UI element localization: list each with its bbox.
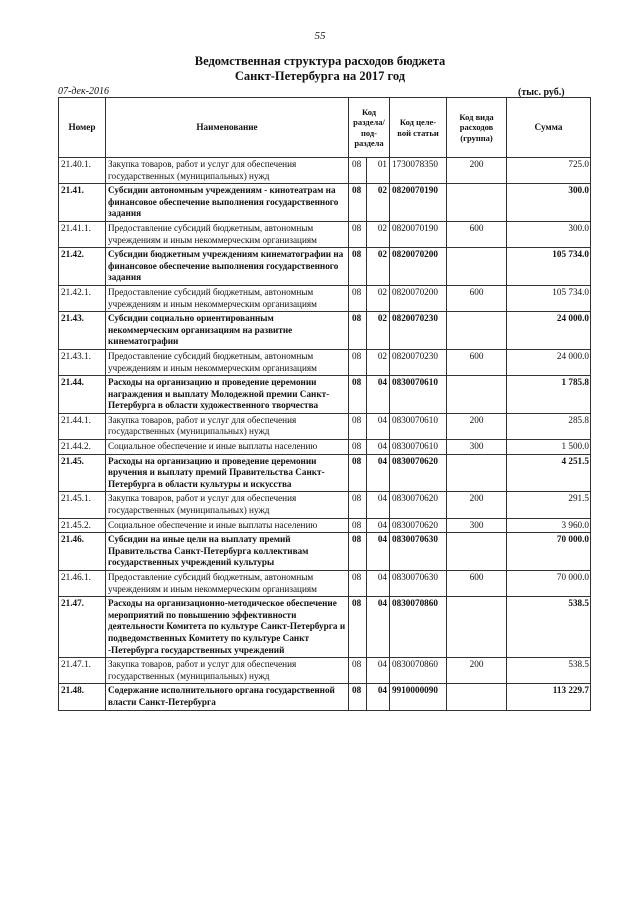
document-title-line1: Ведомственная структура расходов бюджета [194, 54, 446, 68]
row-expense-type: 600 [447, 571, 507, 597]
table-row [59, 184, 591, 222]
row-number: 21.46.1. [59, 571, 106, 597]
header-section: Код раздела/ под- раздела [349, 98, 390, 158]
row-number: 21.44.1. [59, 413, 106, 439]
row-subsection: 04 [367, 440, 390, 455]
row-subsection: 04 [367, 376, 390, 414]
row-amount: 1 785.8 [507, 376, 591, 414]
row-expense-type [447, 248, 507, 286]
table-row [59, 658, 591, 684]
row-expense-type [447, 184, 507, 222]
row-subsection: 04 [367, 454, 390, 492]
row-name: Субсидии автономным учреждениям - кинотеатрам на финансовое обеспечение выполнения государственного задания [106, 184, 349, 222]
row-target-code: 0820070230 [390, 349, 447, 375]
row-name: Предоставление субсидий бюджетным, автономным учреждениям и иным некоммерческим организациям [106, 349, 349, 375]
row-section: 08 [349, 571, 367, 597]
table-row [59, 413, 591, 439]
row-name: Предоставление субсидий бюджетным, автономным учреждениям и иным некоммерческим организациям [106, 285, 349, 311]
table-row [59, 349, 591, 375]
table-row [59, 221, 591, 247]
table-row [59, 518, 591, 533]
table-row [59, 454, 591, 492]
row-expense-type [447, 533, 507, 571]
row-subsection: 04 [367, 518, 390, 533]
row-target-code: 0830070620 [390, 454, 447, 492]
row-target-code: 0830070610 [390, 413, 447, 439]
row-target-code: 0830070630 [390, 533, 447, 571]
table-header-row [59, 98, 591, 158]
row-amount: 300.0 [507, 221, 591, 247]
row-amount: 538.5 [507, 658, 591, 684]
row-expense-type [447, 597, 507, 658]
row-subsection: 02 [367, 184, 390, 222]
row-section: 08 [349, 492, 367, 518]
row-expense-type: 300 [447, 440, 507, 455]
row-subsection: 04 [367, 533, 390, 571]
row-name: Субсидии бюджетным учреждениям кинематографии на финансовое обеспечение выполнения государственного задания [106, 248, 349, 286]
row-expense-type [447, 454, 507, 492]
row-number: 21.42.1. [59, 285, 106, 311]
row-amount: 538.5 [507, 597, 591, 658]
row-amount: 113 229.7 [507, 684, 591, 710]
budget-table [58, 97, 591, 711]
table-row [59, 285, 591, 311]
row-number: 21.40.1. [59, 158, 106, 184]
row-subsection: 04 [367, 571, 390, 597]
row-target-code: 0820070190 [390, 184, 447, 222]
row-expense-type: 300 [447, 518, 507, 533]
row-target-code: 0830070860 [390, 658, 447, 684]
row-amount: 4 251.5 [507, 454, 591, 492]
row-target-code: 0830070630 [390, 571, 447, 597]
row-name: Закупка товаров, работ и услуг для обеспечения государственных (муниципальных) нужд [106, 413, 349, 439]
row-section: 08 [349, 285, 367, 311]
row-number: 21.41.1. [59, 221, 106, 247]
row-subsection: 02 [367, 285, 390, 311]
row-target-code: 0820070200 [390, 248, 447, 286]
row-expense-type: 600 [447, 285, 507, 311]
row-subsection: 02 [367, 248, 390, 286]
row-section: 08 [349, 221, 367, 247]
row-section: 08 [349, 518, 367, 533]
row-amount: 105 734.0 [507, 248, 591, 286]
row-section: 08 [349, 158, 367, 184]
row-expense-type: 200 [447, 658, 507, 684]
row-section: 08 [349, 658, 367, 684]
row-section: 08 [349, 684, 367, 710]
row-subsection: 04 [367, 658, 390, 684]
row-amount: 285.8 [507, 413, 591, 439]
row-number: 21.47.1. [59, 658, 106, 684]
row-subsection: 04 [367, 597, 390, 658]
row-target-code: 0830070620 [390, 492, 447, 518]
row-amount: 105 734.0 [507, 285, 591, 311]
row-target-code: 0830070610 [390, 376, 447, 414]
row-name: Закупка товаров, работ и услуг для обеспечения государственных (муниципальных) нужд [106, 658, 349, 684]
row-number: 21.44. [59, 376, 106, 414]
row-target-code: 0820070190 [390, 221, 447, 247]
row-name: Субсидии социально ориентированным некоммерческим организациям на развитие кинематографии [106, 312, 349, 350]
row-name: Предоставление субсидий бюджетным, автономным учреждениям и иным некоммерческим организациям [106, 571, 349, 597]
row-section: 08 [349, 184, 367, 222]
row-amount: 291.5 [507, 492, 591, 518]
row-number: 21.42. [59, 248, 106, 286]
row-target-code: 0820070200 [390, 285, 447, 311]
table-row [59, 571, 591, 597]
table-row [59, 684, 591, 710]
row-target-code: 0820070230 [390, 312, 447, 350]
row-name: Расходы на организацию и проведение церемонии вручения и выплату премий Правительства Санкт-Петербурга в области культуры и искусства [106, 454, 349, 492]
row-target-code: 0830070860 [390, 597, 447, 658]
row-subsection: 02 [367, 221, 390, 247]
row-number: 21.45. [59, 454, 106, 492]
header-name: Наименование [106, 98, 349, 158]
row-name: Расходы на организационно-методическое обеспечение мероприятий по повышению эффективности деятельности Комитета по культуре Санкт-Петербурга и подведомственных Комитету по культуре Санкт -Петербурга государственных учреждений [106, 597, 349, 658]
row-name: Социальное обеспечение и иные выплаты населению [106, 440, 349, 455]
header-number: Номер [59, 98, 106, 158]
row-section: 08 [349, 413, 367, 439]
row-subsection: 04 [367, 413, 390, 439]
row-section: 08 [349, 533, 367, 571]
row-subsection: 01 [367, 158, 390, 184]
row-number: 21.45.2. [59, 518, 106, 533]
page-number: 55 [314, 30, 326, 42]
table-row [59, 312, 591, 350]
row-name: Расходы на организацию и проведение церемонии награждения и выплату Молодежной премии Санкт-Петербурга в области художественного творчества [106, 376, 349, 414]
row-subsection: 04 [367, 684, 390, 710]
row-name: Закупка товаров, работ и услуг для обеспечения государственных (муниципальных) нужд [106, 492, 349, 518]
row-amount: 3 960.0 [507, 518, 591, 533]
row-expense-type [447, 312, 507, 350]
row-number: 21.46. [59, 533, 106, 571]
row-target-code: 9910000090 [390, 684, 447, 710]
row-name: Предоставление субсидий бюджетным, автономным учреждениям и иным некоммерческим организациям [106, 221, 349, 247]
row-expense-type: 600 [447, 349, 507, 375]
row-section: 08 [349, 376, 367, 414]
row-section: 08 [349, 597, 367, 658]
row-expense-type: 600 [447, 221, 507, 247]
row-number: 21.47. [59, 597, 106, 658]
row-section: 08 [349, 454, 367, 492]
row-section: 08 [349, 248, 367, 286]
row-name: Содержание исполнительного органа государственной власти Санкт-Петербурга [106, 684, 349, 710]
row-expense-type [447, 684, 507, 710]
row-name: Субсидии на иные цели на выплату премий Правительства Санкт-Петербурга коллективам государственных учреждений культуры [106, 533, 349, 571]
row-amount: 24 000.0 [507, 349, 591, 375]
row-amount: 24 000.0 [507, 312, 591, 350]
header-expense-type: Код вида расходов (группа) [447, 98, 507, 158]
row-amount: 1 500.0 [507, 440, 591, 455]
table-row [59, 158, 591, 184]
row-target-code: 1730078350 [390, 158, 447, 184]
row-section: 08 [349, 349, 367, 375]
row-amount: 70 000.0 [507, 533, 591, 571]
row-amount: 70 000.0 [507, 571, 591, 597]
table-row [59, 597, 591, 658]
row-expense-type: 200 [447, 492, 507, 518]
row-section: 08 [349, 312, 367, 350]
row-number: 21.48. [59, 684, 106, 710]
row-number: 21.41. [59, 184, 106, 222]
row-name: Социальное обеспечение и иные выплаты населению [106, 518, 349, 533]
units-label: (тыс. руб.) [518, 87, 565, 98]
row-number: 21.45.1. [59, 492, 106, 518]
row-subsection: 02 [367, 349, 390, 375]
header-target: Код целе- вой статьи [390, 98, 447, 158]
row-amount: 725.0 [507, 158, 591, 184]
row-number: 21.43. [59, 312, 106, 350]
row-target-code: 0830070610 [390, 440, 447, 455]
row-amount: 300.0 [507, 184, 591, 222]
document-title-line2: Санкт-Петербурга на 2017 год [234, 69, 406, 83]
row-name: Закупка товаров, работ и услуг для обеспечения государственных (муниципальных) нужд [106, 158, 349, 184]
row-expense-type: 200 [447, 413, 507, 439]
row-number: 21.43.1. [59, 349, 106, 375]
document-date: 07-дек-2016 [58, 86, 109, 97]
row-section: 08 [349, 440, 367, 455]
table-row [59, 248, 591, 286]
header-amount: Сумма [507, 98, 591, 158]
row-number: 21.44.2. [59, 440, 106, 455]
row-expense-type [447, 376, 507, 414]
row-expense-type: 200 [447, 158, 507, 184]
row-subsection: 02 [367, 312, 390, 350]
table-row [59, 440, 591, 455]
row-subsection: 04 [367, 492, 390, 518]
row-target-code: 0830070620 [390, 518, 447, 533]
table-row [59, 492, 591, 518]
table-row [59, 533, 591, 571]
table-row [59, 376, 591, 414]
